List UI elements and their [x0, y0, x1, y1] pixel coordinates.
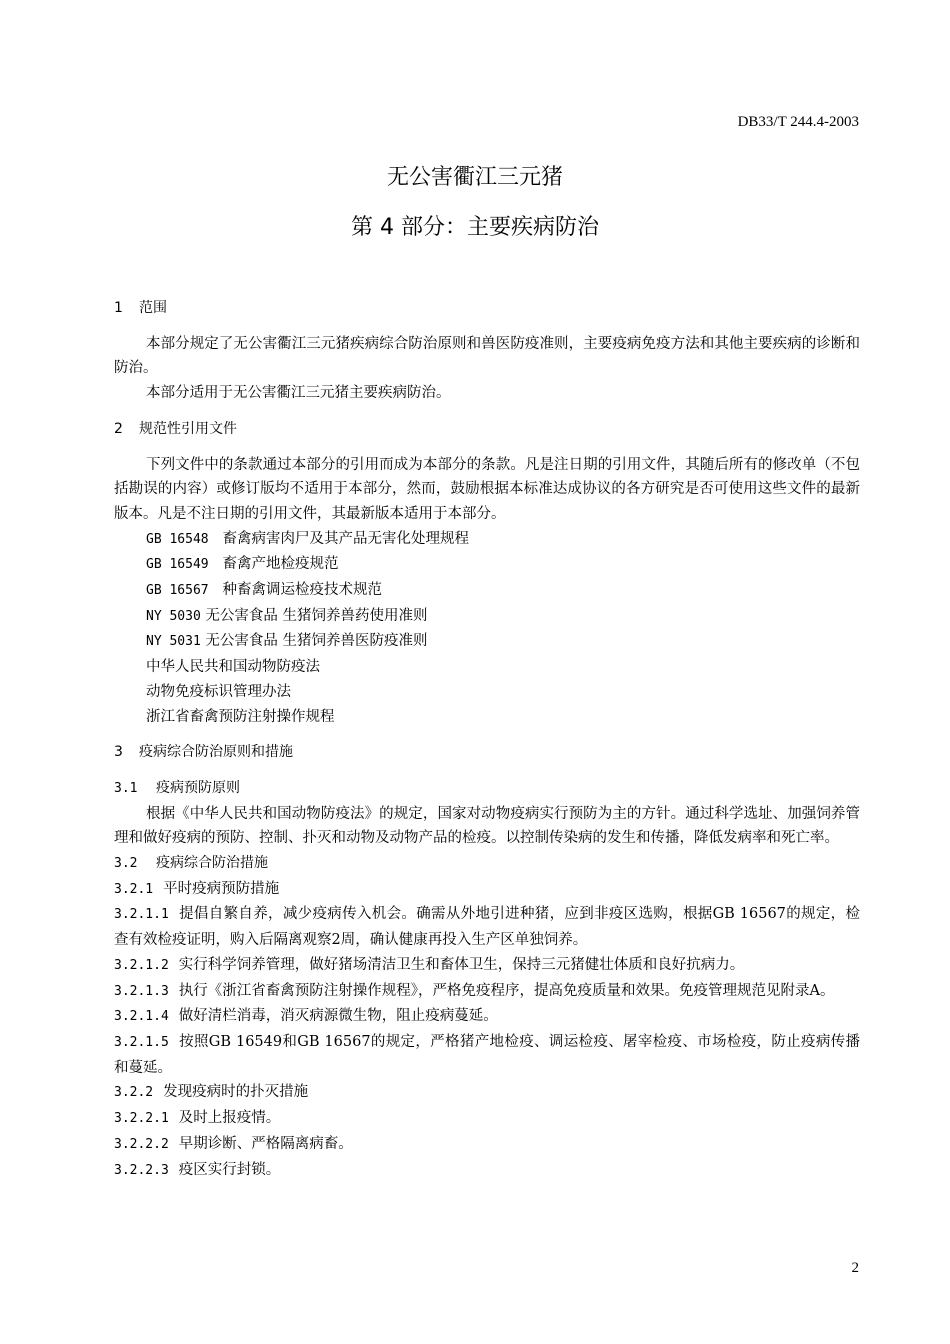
standard-number: DB33/T 244.4-2003: [737, 114, 859, 130]
clause-text: 疫区实行封锁。: [178, 1161, 281, 1178]
subsection-heading: [114, 851, 860, 877]
clause-text: 早期诊断、严格隔离病畜。: [178, 1135, 353, 1152]
subsection-number: 3.2: [114, 856, 138, 872]
section-title: 范围: [139, 300, 167, 316]
clause-item: [114, 953, 860, 979]
clause-text: 提倡自繁自养，减少疫病传入机会。确需从外地引进种猪，应到非疫区选购，根据GB 16567的规定，检查有效检疫证明，购入后隔离观察2周，确认健康再投入生产区单独饲养。: [114, 906, 860, 949]
clause-item: [114, 1030, 860, 1080]
document-title: 无公害衢江三元猪: [386, 165, 563, 190]
clause-heading: [114, 1080, 860, 1106]
reference-item: [114, 604, 860, 630]
clause-item: [114, 1132, 860, 1158]
clause-item: [114, 1158, 860, 1184]
reference-item: [114, 705, 860, 730]
clause-number: 3.2.2.2: [114, 1136, 169, 1152]
clause-number: 3.2.2: [114, 1085, 154, 1101]
clause-number: 3.2.1.4: [114, 1009, 169, 1025]
clause-item: [114, 979, 860, 1005]
subsection-title: 疫病综合防治措施: [156, 855, 268, 872]
section-heading: [114, 740, 860, 765]
reference-name: 畜禽产地检疫规范: [222, 556, 339, 573]
clause-title: 平时疫病预防措施: [163, 880, 280, 897]
reference-code: GB 16567: [146, 583, 209, 599]
clause-text: 执行《浙江省畜禽预防注射操作规程》，严格免疫程序，提高免疫质量和效果。免疫管理规范见附录A。: [178, 982, 835, 999]
reference-item: [114, 680, 860, 705]
clause-number: 3.2.1.1: [114, 907, 169, 923]
clause-item: [114, 1004, 860, 1030]
paragraph: 本部分适用于无公害衢江三元猪主要疾病防治。: [146, 385, 451, 402]
reference-name: 动物免疫标识管理办法: [146, 683, 291, 700]
clause-text: 实行科学饲养管理，做好猪场清洁卫生和畜体卫生，保持三元猪健壮体质和良好抗病力。: [178, 956, 745, 973]
reference-code: GB 16549: [146, 557, 209, 573]
reference-code: NY 5031: [146, 634, 201, 650]
section-number: 2: [114, 420, 123, 437]
reference-code: GB 16548: [146, 531, 209, 547]
clause-item: [114, 902, 860, 952]
clause-number: 3.2.2.3: [114, 1162, 169, 1178]
reference-name: 浙江省畜禽预防注射操作规程: [146, 708, 335, 725]
clause-text: 按照GB 16549和GB 16567的规定，严格猪产地检疫、调运检疫、屠宰检疫、市场检疫，防止疫病传播和蔓延。: [114, 1033, 860, 1076]
clause-number: 3.2.1.3: [114, 983, 169, 999]
subsection-number: 3.1: [114, 780, 138, 796]
clause-text: 及时上报疫情。: [178, 1110, 281, 1127]
subsection-title: 疫病预防原则: [156, 779, 240, 796]
section-heading: [114, 296, 860, 321]
document-subtitle: 第 4 部分：主要疾病防治: [351, 215, 599, 240]
section-title: 规范性引用文件: [139, 420, 237, 437]
section-title: 疫病综合防治原则和措施: [139, 744, 293, 761]
reference-name: 中华人民共和国动物防疫法: [146, 659, 320, 676]
clause-title: 发现疫病时的扑灭措施: [163, 1084, 309, 1101]
paragraph: 根据《中华人民共和国动物防疫法》的规定，国家对动物疫病实行预防为主的方针。通过科学选址、加强饲养管理和做好疫病的预防、控制、扑灭和动物及动物产品的检疫。以控制传染病的发生和传播，降低发病率和死亡率。: [114, 805, 860, 847]
reference-item: [114, 578, 860, 604]
section-number: 3: [114, 744, 123, 761]
reference-name: 畜禽病害肉尸及其产品无害化处理规程: [222, 530, 469, 547]
reference-name: 无公害食品 生猪饲养兽医防疫准则: [205, 633, 428, 650]
reference-name: 无公害食品 生猪饲养兽药使用准则: [205, 607, 428, 624]
reference-item: [114, 527, 860, 553]
clause-item: [114, 1106, 860, 1132]
page-number: 2: [851, 1260, 859, 1276]
section-heading: [114, 417, 860, 442]
reference-item: [114, 629, 860, 655]
reference-item: [114, 655, 860, 680]
clause-number: 3.2.1.2: [114, 957, 169, 973]
clause-number: 3.2.1: [114, 881, 154, 897]
clause-text: 做好清栏消毒，消灭病源微生物，阻止疫病蔓延。: [178, 1008, 498, 1025]
subsection-heading: [114, 776, 860, 802]
section-number: 1: [114, 300, 123, 316]
clause-number: 3.2.2.1: [114, 1111, 169, 1127]
reference-name: 种畜禽调运检疫技术规范: [222, 582, 382, 599]
reference-code: NY 5030: [146, 608, 201, 624]
paragraph: 本部分规定了无公害衢江三元猪疾病综合防治原则和兽医防疫准则，主要疫病免疫方法和其他主要疾病的诊断和防治。: [114, 335, 860, 377]
document-body: [114, 296, 860, 1183]
clause-number: 3.2.1.5: [114, 1034, 169, 1050]
clause-heading: [114, 877, 860, 903]
paragraph: 下列文件中的条款通过本部分的引用而成为本部分的条款。凡是注日期的引用文件，其随后所有的修改单（不包括勘误的内容）或修订版均不适用于本部分，然而，鼓励根据本标准达成协议的各方研究是否可使用这些文件的最新版本。凡是不注日期的引用文件，其最新版本适用于本部分。: [114, 456, 860, 522]
reference-item: [114, 552, 860, 578]
